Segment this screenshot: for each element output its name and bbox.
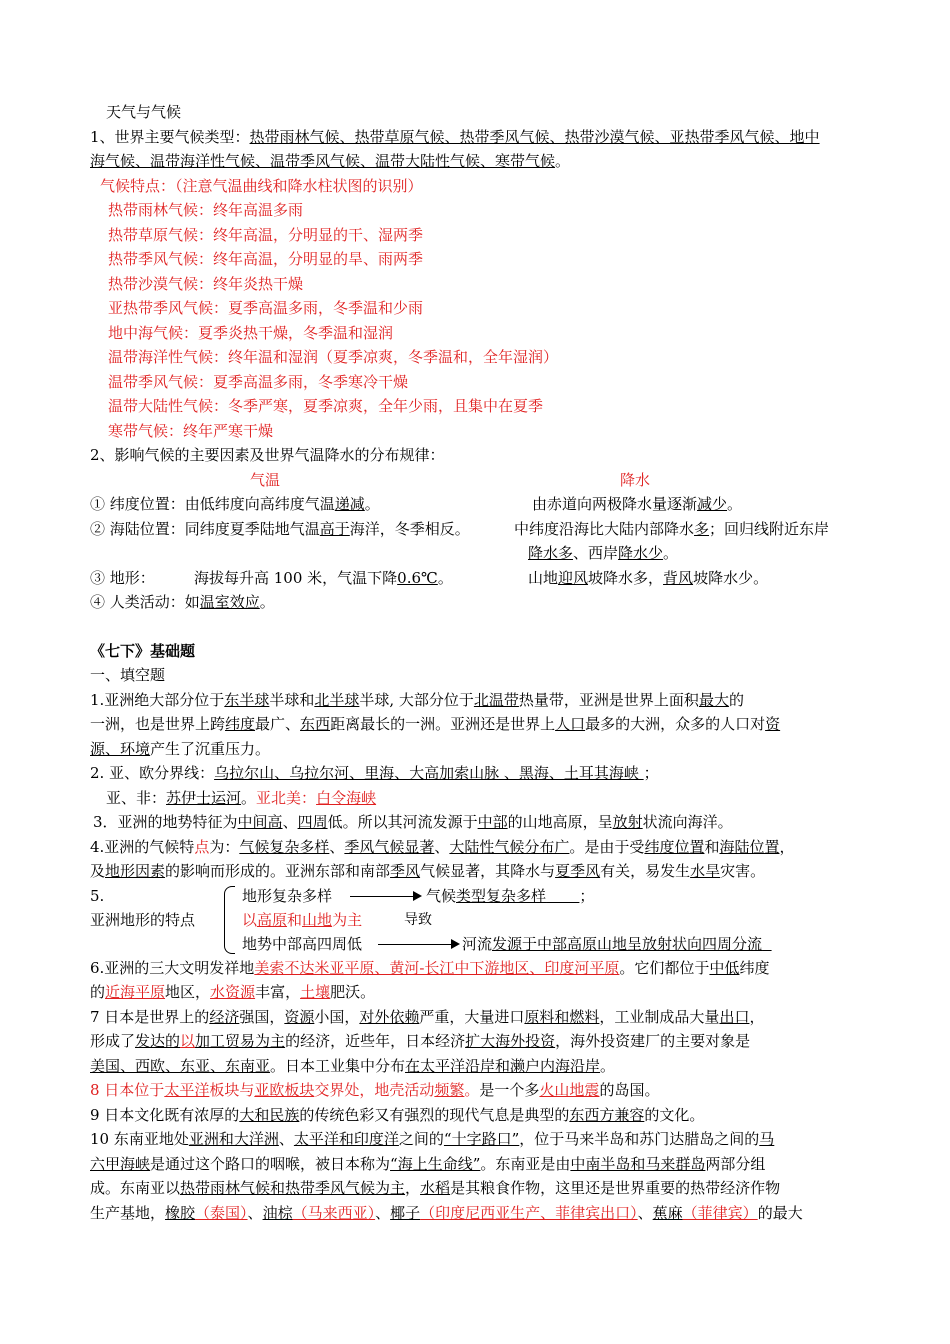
question-3: 3．亚洲的地势特征为中间高、四周低。所以其河流发源于中部的山地高原，呈放射状流向海洋。 — [93, 813, 733, 831]
climate-feature: 温带海洋性气候：终年温和湿润（夏季凉爽，冬季温和，全年湿润） — [108, 348, 559, 366]
climate-features-title: 气候特点：（注意气温曲线和降水柱状图的识别） — [100, 176, 423, 195]
climate-feature: 温带大陆性气候：冬季严寒，夏季凉爽，全年少雨，且集中在夏季 — [108, 397, 544, 415]
climate-feature: 亚热带季风气候：夏季高温多雨，冬季温和少雨 — [108, 299, 424, 317]
brace-bracket — [224, 886, 235, 954]
document-page: 天气与气候 1、世界主要气候类型：热带雨林气候、热带草原气候、热带季风气候、热带沙漠气候、亚热带季风气候、地中 海气候、温带海洋性气候、温带季风气候、温带大陆性气候、寒带气候。 气候特点：（注意气温曲线和降水柱状图的识别） 热带雨林气候：终年高温多雨 热带草原气候：终年高温，分明显的干、湿两季 热带季风气候：终年高温，分明显的旱、雨两季 热带沙漠气候：终年炎热干燥 亚热带季风气候：夏季高温多雨，冬季温和少雨 地中海气候：夏季炎热干燥，冬季温和湿润 温带海洋性气候：终年温和湿润（夏季凉爽，冬季温和，全年湿润） 温带季风气候：夏季高温多雨，冬季寒冷干燥 温带大陆性气候：冬季严寒，夏季凉爽，全年少雨，且集中在夏季 寒带气候：终年严寒干燥 2、影响气候的主要因素及世界气温降水的分布规律： 气温 降水 ① 纬度位置：由低纬度向高纬度气温递减。 由赤道向两极降水量逐渐减少。 ② 海陆位置：同纬度夏季陆地气温高于海洋，冬季相反。 中纬度沿海比大陆内部降水多；回归线附近东岸 降水多、西岸降水少。 ③ 地形： 海拔每升高 100 米，气温下降0.6℃。 山地迎风坡降水多，背风坡降水少。 ④ 人类活动：如温室效应。 《七下》基础题 一、填空题 1.亚洲绝大部分位于东半球半球和北半球半球, 大部分位于北温带热量带，亚洲是世界上面积最大的 一洲，也是世界上跨纬度最广、东西距离最长的一洲。亚洲还是世界上人口最多的大洲，众多的人口对资 源、环境产生了沉重压力。 2. 亚、欧分界线：乌拉尔山、乌拉尔河、里海、大高加索山脉 、黑海、土耳其海峡 ； 亚、非：苏伊士运河。亚北美：白令海峡 3．亚洲的地势特征为中间高、四周低。所以其河流发源于中部的山地高原，呈放射状流向海洋。 4.亚洲的气候特点为：气候复杂多样、季风气候显著、大陆性气候分布广。是由于受纬度位置和海陆位置， 及地形因素的影响而形成的。亚洲东部和南部季风气候显著，其降水与夏季风有关，易发生水旱灾害。 5. 亚洲地形的特点 地形复杂多样 以高原和山地为主 地势中部高四周低 气候类型复杂多样 ； 导致 河流发源于中部高原山地呈放射状向四周分流 6.亚洲的三大文明发祥地美索不达米亚平原、黄河-长江中下游地区、印度河平原。它们都位于中低纬度 的近海平原地区，水资源丰富，土壤肥沃。 7 日本是世界上的经济强国，资源小国，对外依赖严重，大量进口原料和燃料，工业制成品大量出口， 形成了发达的以加工贸易为主的经济，近些年，日本经济扩大海外投资，海外投资建厂的主要对象是 美国、西欧、东亚、东南亚。日本工业集中分布在太平洋沿岸和濑户内海沿岸。 8 日本位于太平洋板块与亚欧板块交界处，地壳活动频繁。是一个多火山地震的岛国。 9 日本文化既有浓厚的大和民族的传统色彩又有强烈的现代气息是典型的东西方兼容的文化。 10 东南亚地处亚洲和大洋洲、太平洋和印度洋之间的“十字路口”，位于马来半岛和苏门达腊岛之间的马 六甲海峡是通过这个路口的咽喉，被日本称为“海上生命线”。东南亚是由中南半岛和马来群岛两部分组 成。东南亚以热带雨林气候和热带季风气候为主，水稻是其粮食作物，这里还是世界重要的热带经济作物 生产基地，橡胶（泰国）、油棕（马来西亚）、椰子（印度尼西亚生产、菲律宾出口）、蕉麻（菲律宾）的最大 — [90, 100, 870, 1225]
climate-feature: 寒带气候：终年严寒干燥 — [108, 421, 274, 440]
climate-feature: 热带草原气候：终年高温，分明显的干、湿两季 — [108, 225, 424, 244]
q2-row-terrain: ③ 地形： 海拔每升高 100 米，气温下降0.6℃。 山地迎风坡降水多，背风坡降水少。 — [90, 568, 769, 587]
question-5-diagram: 5. 亚洲地形的特点 地形复杂多样 以高原和山地为主 地势中部高四周低 气候类型复杂多样 ； 导致 河流发源于中部高原山地呈放射状向四周分流 — [90, 886, 763, 953]
climate-feature: 热带雨林气候：终年高温多雨 — [108, 201, 304, 219]
q2-row-latitude: ① 纬度位置：由低纬度向高纬度气温递减。 由赤道向两极降水量逐渐减少。 — [90, 495, 743, 513]
climate-feature: 热带沙漠气候：终年炎热干燥 — [108, 274, 304, 293]
climate-feature: 温带季风气候：夏季高温多雨，冬季寒冷干燥 — [108, 372, 409, 391]
section-subtitle-fill: 一、填空题 — [90, 666, 166, 684]
question-4: 4.亚洲的气候特点为：气候复杂多样、季风气候显著、大陆性气候分布广。是由于受纬度位置和海陆位置， — [90, 837, 795, 856]
arrow-right-icon — [350, 896, 420, 897]
question-6: 6.亚洲的三大文明发祥地美索不达米亚平原、黄河-长江中下游地区、印度河平原。它们都位于中低纬度 — [90, 958, 770, 977]
q1-line2: 海气候、温带海洋性气候、温带季风气候、温带大陆性气候、寒带气候。 — [90, 152, 571, 170]
q2-column-headers — [90, 468, 870, 493]
q2-row-land-sea-cont: 降水多、西岸降水少。 — [528, 544, 679, 562]
col-header-temp: 气温 — [250, 470, 281, 489]
arrow-right-icon — [378, 944, 458, 945]
q2-title: 2、影响气候的主要因素及世界气温降水的分布规律： — [90, 446, 445, 464]
question-9: 9 日本文化既有浓厚的大和民族的传统色彩又有强烈的现代气息是典型的东西方兼容的文化。 — [90, 1105, 705, 1124]
question-2: 2. 亚、欧分界线：乌拉尔山、乌拉尔河、里海、大高加索山脉 、黑海、土耳其海峡 ； — [90, 764, 659, 782]
climate-feature: 热带季风气候：终年高温，分明显的旱、雨两季 — [108, 250, 424, 268]
question-10: 10 东南亚地处亚洲和大洋洲、太平洋和印度洋之间的“十字路口”，位于马来半岛和苏门达腊岛之间的马 — [90, 1130, 775, 1148]
question-7: 7 日本是世界上的经济强国，资源小国，对外依赖严重，大量进口原料和燃料，工业制成品大量出口， — [90, 1007, 765, 1026]
climate-features-list — [90, 198, 870, 443]
q1-line1: 1、世界主要气候类型：热带雨林气候、热带草原气候、热带季风气候、热带沙漠气候、亚热带季风气候、地中 — [90, 127, 820, 146]
col-header-rain: 降水 — [620, 470, 651, 489]
section-title-grade7: 《七下》基础题 — [90, 641, 196, 660]
question-8: 8 日本位于太平洋板块与亚欧板块交界处，地壳活动频繁。是一个多火山地震的岛国。 — [90, 1081, 660, 1099]
question-1: 1.亚洲绝大部分位于东半球半球和北半球半球, 大部分位于北温带热量带，亚洲是世界上面积最大的 — [90, 690, 744, 709]
q2-row-land-sea: ② 海陆位置：同纬度夏季陆地气温高于海洋，冬季相反。 中纬度沿海比大陆内部降水多；回归线附近东岸 — [90, 519, 830, 538]
section-title-weather: 天气与气候 — [106, 103, 182, 121]
q2-row-human: ④ 人类活动：如温室效应。 — [90, 593, 275, 611]
climate-feature: 地中海气候：夏季炎热干燥，冬季温和湿润 — [108, 323, 394, 342]
